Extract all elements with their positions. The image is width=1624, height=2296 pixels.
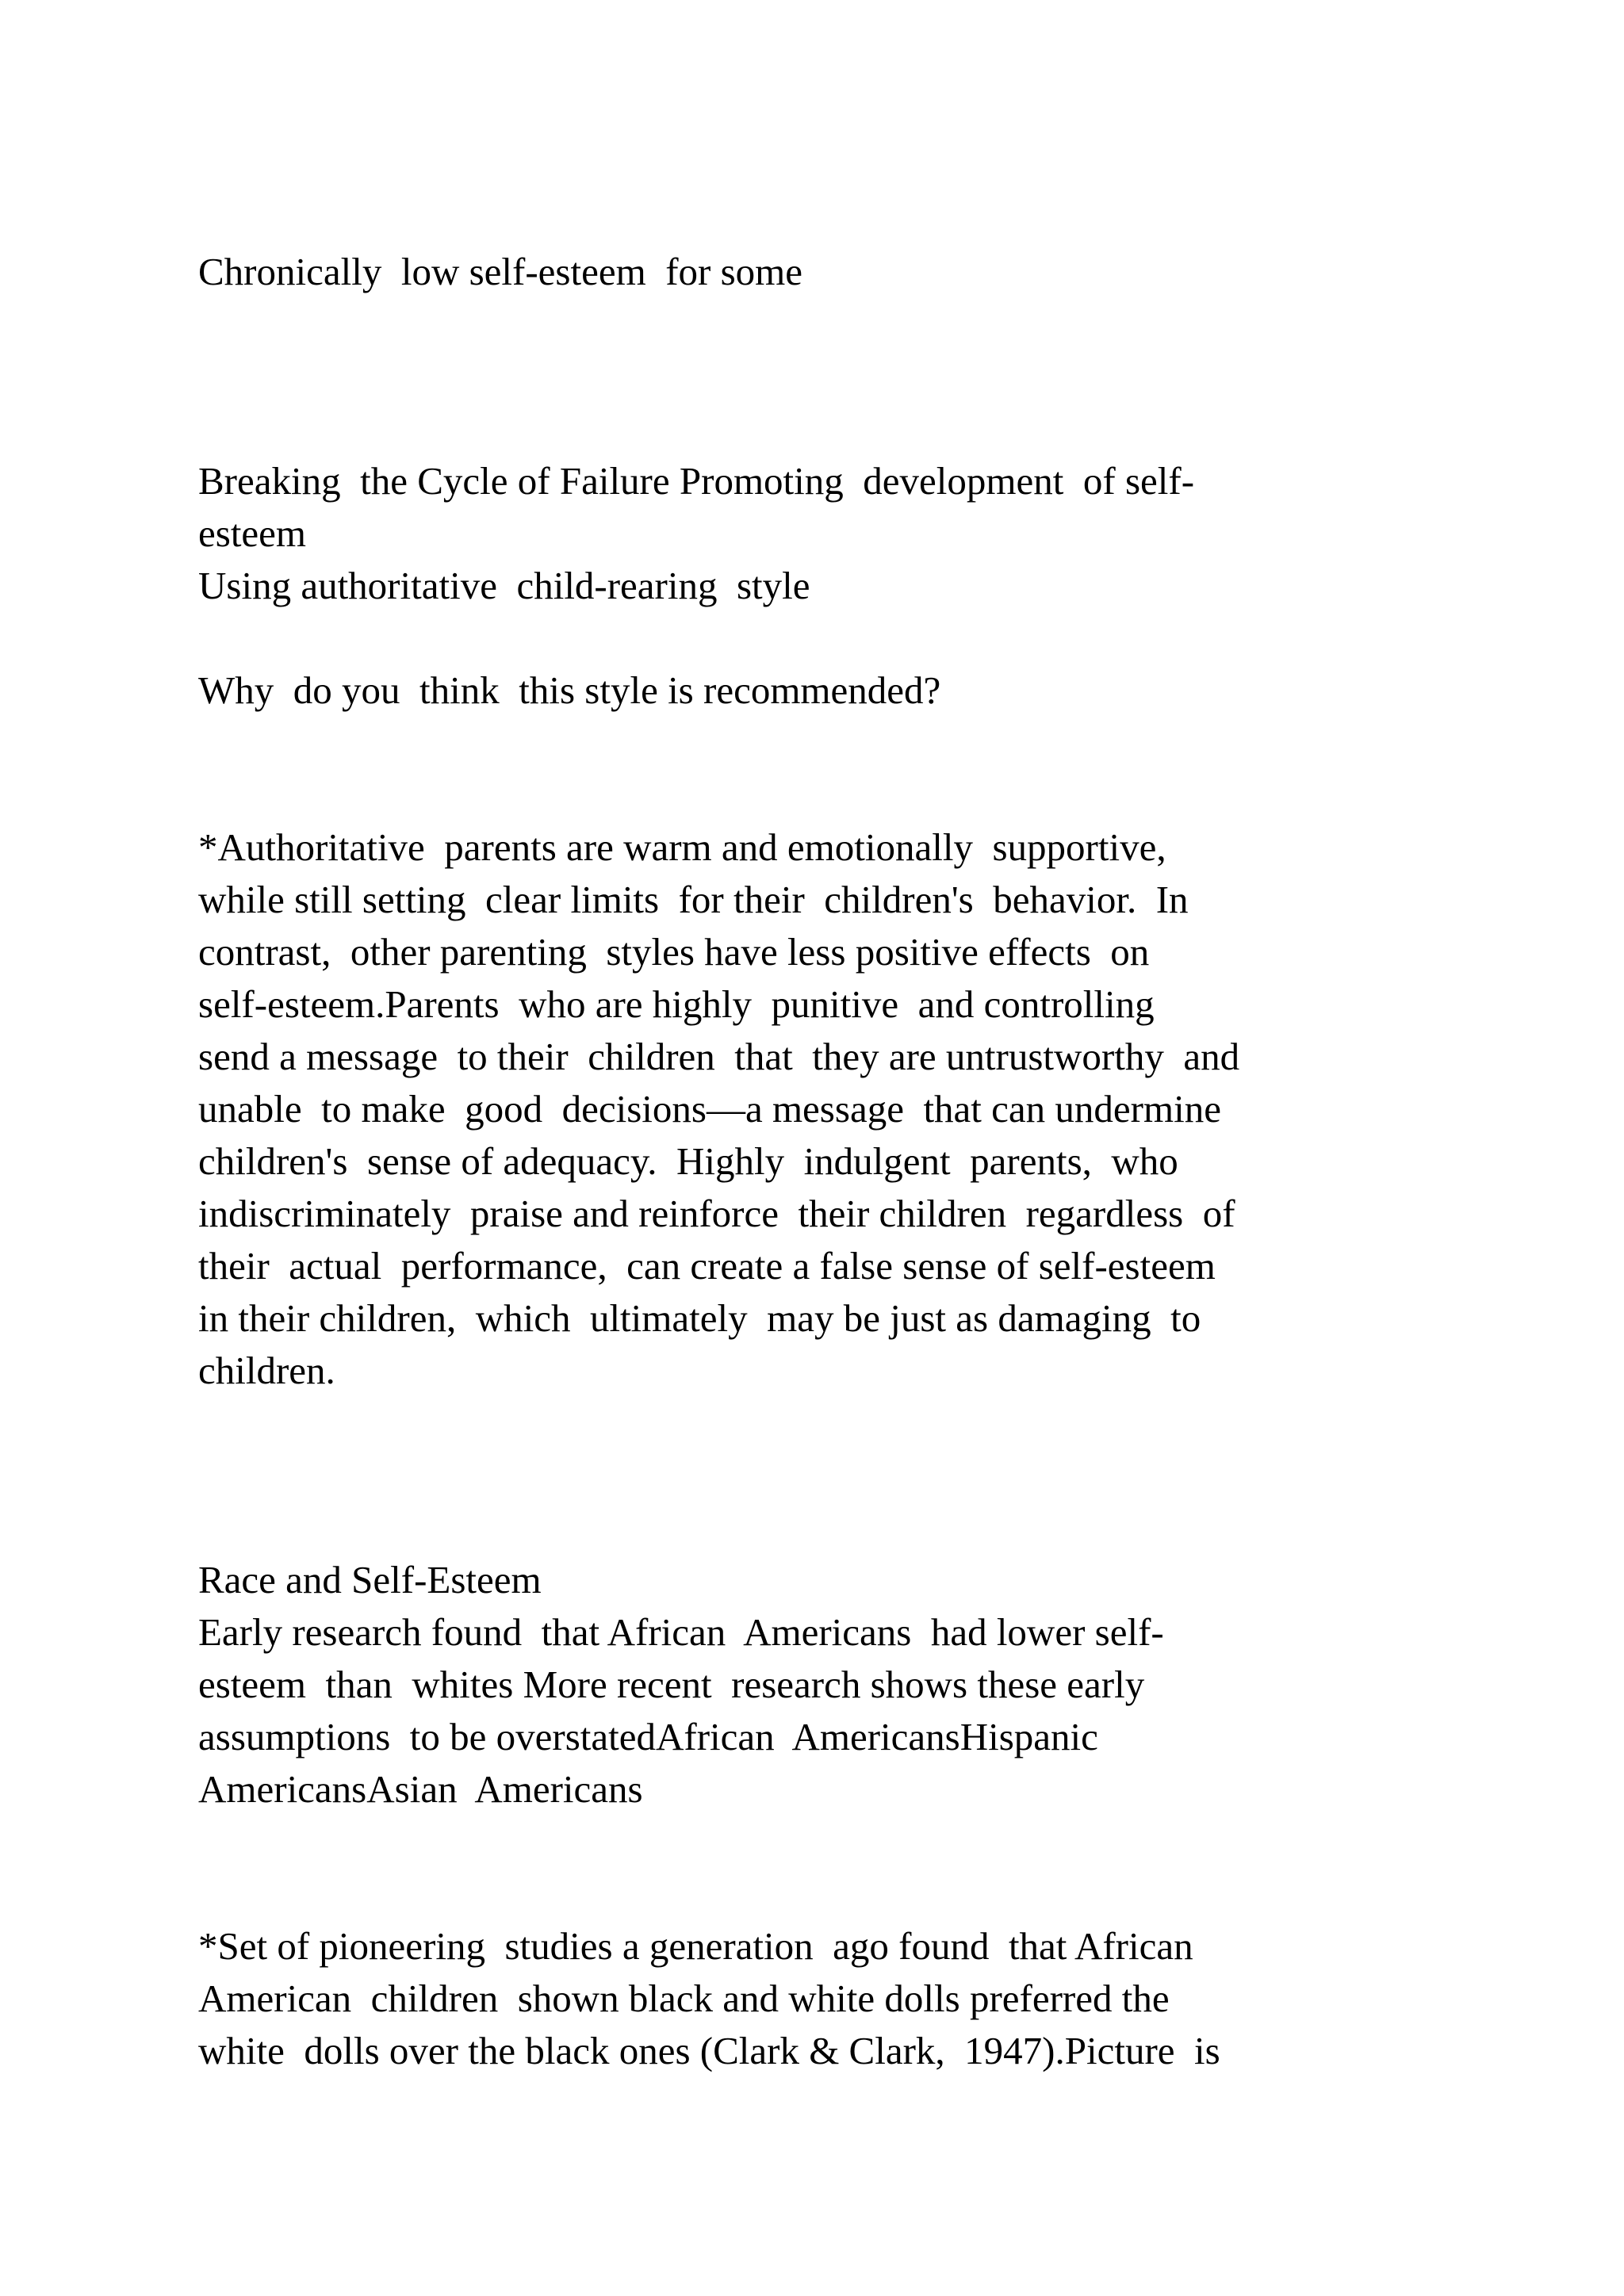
- heading-line: Chronically low self-esteem for some: [198, 250, 803, 293]
- authoritative-line-3: contrast, other parenting styles have less positive effects on: [198, 930, 1150, 974]
- authoritative-line-1: *Authoritative parents are warm and emotionally supportive,: [198, 825, 1166, 869]
- authoritative-line-9: their actual performance, can create a false sense of self-esteem: [198, 1244, 1216, 1288]
- question-line: Why do you think this style is recommended?: [198, 668, 941, 712]
- authoritative-line-4: self-esteem.Parents who are highly punitive and controlling: [198, 982, 1155, 1026]
- dolls-line-1: *Set of pioneering studies a generation ago found that African: [198, 1924, 1193, 1968]
- authoritative-line-5: send a message to their children that they are untrustworthy and: [198, 1035, 1240, 1078]
- race-line-4: assumptions to be overstatedAfrican AmericansHispanic: [198, 1715, 1098, 1758]
- cycle-line-2: esteem: [198, 511, 307, 555]
- authoritative-line-11: children.: [198, 1349, 335, 1392]
- race-line-3: esteem than whites More recent research shows these early: [198, 1663, 1145, 1706]
- dolls-line-3: white dolls over the black ones (Clark & Clark, 1947).Picture is: [198, 2029, 1220, 2072]
- authoritative-line-6: unable to make good decisions—a message that can undermine: [198, 1087, 1221, 1131]
- cycle-line-1: Breaking the Cycle of Failure Promoting development of self-: [198, 459, 1195, 503]
- cycle-line-3: Using authoritative child-rearing style: [198, 564, 810, 607]
- race-line-2: Early research found that African Americans had lower self-: [198, 1610, 1164, 1654]
- authoritative-line-2: while still setting clear limits for their children's behavior. In: [198, 878, 1189, 921]
- authoritative-line-8: indiscriminately praise and reinforce their children regardless of: [198, 1192, 1235, 1235]
- race-heading: Race and Self-Esteem: [198, 1558, 542, 1601]
- dolls-line-2: American children shown black and white dolls preferred the: [198, 1976, 1170, 2020]
- authoritative-line-10: in their children, which ultimately may be just as damaging to: [198, 1296, 1201, 1340]
- race-line-5: AmericansAsian Americans: [198, 1767, 643, 1811]
- authoritative-line-7: children's sense of adequacy. Highly indulgent parents, who: [198, 1139, 1178, 1183]
